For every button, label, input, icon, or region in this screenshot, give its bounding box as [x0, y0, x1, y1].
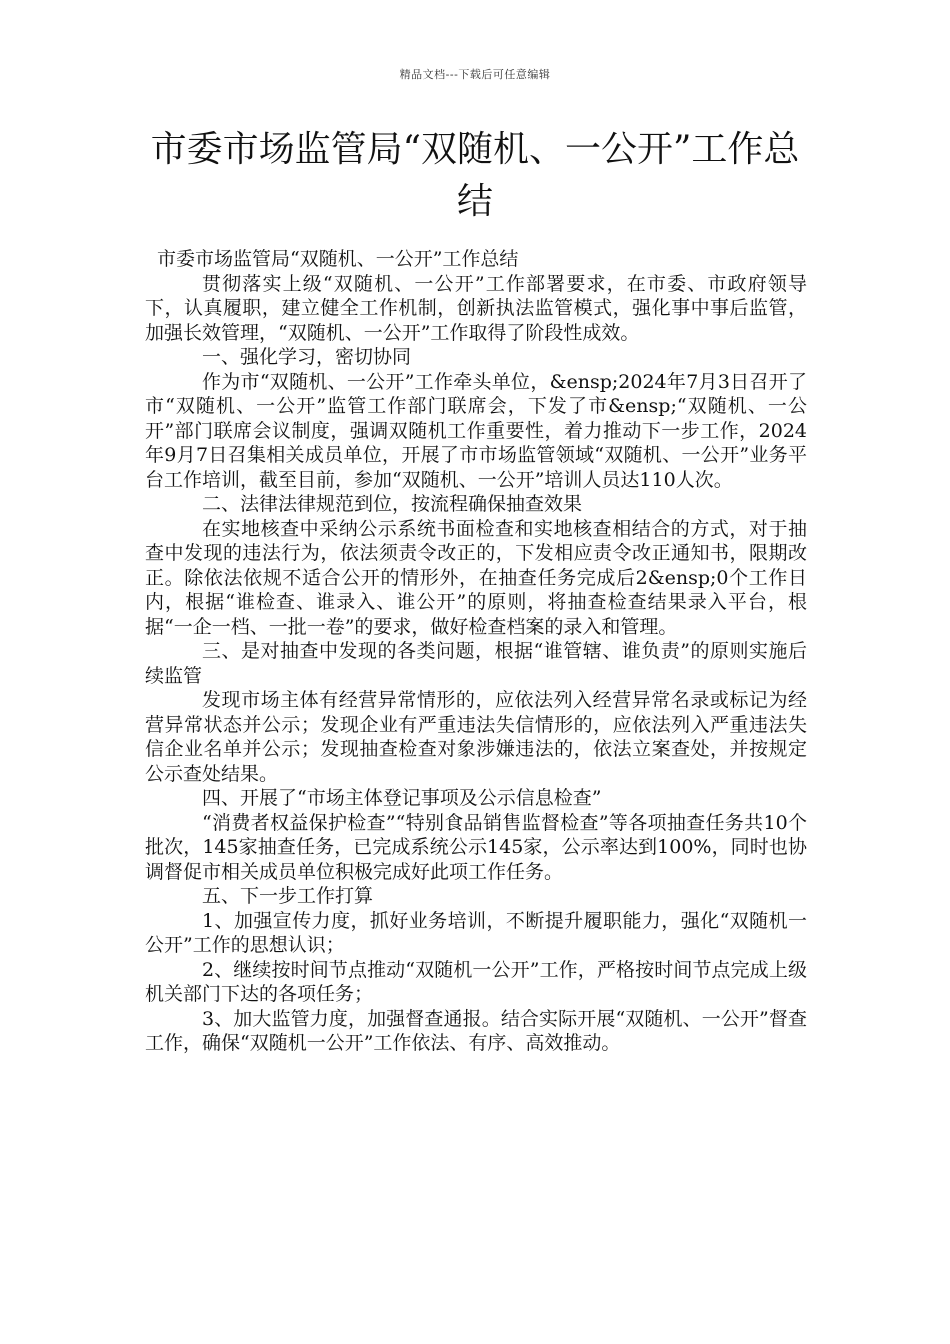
paragraph-section-4: “消费者权益保护检查”“特别食品销售监督检查”等各项抽查任务共10个批次，145家抽查任务，已完成系统公示145家，公示率达到100%，同时也协调督促市相关成员单位积极完成好此项工作任务。 [145, 811, 807, 883]
section-heading-5: 五、下一步工作打算 [202, 885, 374, 907]
header-note: 精品文档---下载后可任意编辑 [399, 68, 551, 81]
document-title: 市委市场监管局“双随机、一公开”工作总结 [150, 129, 800, 222]
plan-item-3: 3、加大监管力度，加强督查通报。结合实际开展“双随机、一公开”督查工作，确保“双随机一公开”工作依法、有序、高效推动。 [145, 1007, 807, 1054]
document-body [145, 247, 807, 1056]
paragraph-section-2: 在实地核查中采纳公示系统书面检查和实地核查相结合的方式，对于抽查中发现的违法行为，依法须责令改正的，下发相应责令改正通知书，限期改正。除依法依规不适合公开的情形外，在抽查任务完成后2&ensp;0个工作日内，根据“谁检查、谁录入、谁公开”的原则，将抽查检查结果录入平台，根据“一企一档、一批一卷”的要求，做好检查档案的录入和管理。 [145, 517, 807, 638]
section-heading-2: 二、法律法律规范到位，按流程确保抽查效果 [202, 493, 583, 515]
paragraph-section-3: 发现市场主体有经营异常情形的，应依法列入经营异常名录或标记为经营异常状态并公示；发现企业有严重违法失信情形的，应依法列入严重违法失信企业名单并公示；发现抽查检查对象涉嫌违法的，依法立案查处，并按规定公示查处结果。 [145, 689, 807, 785]
section-heading-1: 一、强化学习，密切协同 [202, 346, 412, 368]
plan-item-1: 1、加强宣传力度，抓好业务培训，不断提升履职能力，强化“双随机一公开”工作的思想认识； [145, 909, 807, 956]
section-heading-3: 三、是对抽查中发现的各类问题，根据“谁管辖、谁负责”的原则实施后续监管 [145, 640, 807, 687]
document-subtitle-line: 市委市场监管局“双随机、一公开”工作总结 [157, 248, 519, 270]
plan-item-2: 2、继续按时间节点推动“双随机一公开”工作，严格按时间节点完成上级机关部门下达的各项任务； [145, 958, 807, 1005]
paragraph-section-1: 作为市“双随机、一公开”工作牵头单位，&ensp;2024年7月3日召开了市“双随机、一公开”监管工作部门联席会，下发了市&ensp;“双随机、一公开”部门联席会议制度，强调双随机工作重要性，着力推动下一步工作，2024年9月7日召集相关成员单位，开展了市市场监管领域“双随机、一公开”业务平台工作培训，截至目前，参加“双随机、一公开”培训人员达110人次。 [145, 370, 807, 491]
section-heading-4: 四、开展了“市场主体登记事项及公示信息检查” [202, 787, 602, 809]
paragraph-intro: 贯彻落实上级“双随机、一公开”工作部署要求，在市委、市政府领导下，认真履职，建立健全工作机制，创新执法监管模式，强化事中事后监管，加强长效管理，“双随机、一公开”工作取得了阶段性成效。 [145, 272, 807, 344]
